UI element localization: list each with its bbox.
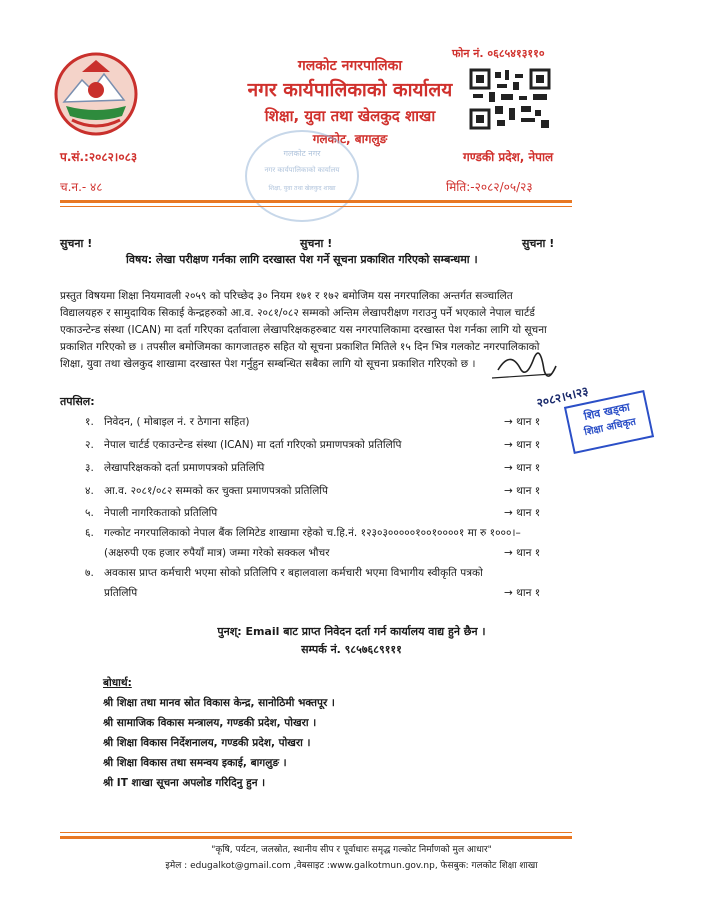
letter-date: मिति:-२०८२/०५/२३ [446,180,533,194]
municipality-name: गलकोट नगरपालिका [297,58,403,74]
list-title: तपसिल: [60,395,95,408]
dispatch-number: च.न.- ४८ [60,180,103,194]
list-item-number: ५. [85,507,94,519]
list-item-text: नेपाल चार्टर्ड एकाउन्टेन्ड संस्था (ICAN) मा दर्ता गरिएको प्रमाणपत्रको प्रतिलिपि [104,439,402,451]
list-item-number: ६. [85,527,94,539]
officer-title: शिक्षा अधिकृत [583,416,637,439]
header-rule [60,200,572,203]
notice-label-center: सुचना ! [300,237,333,250]
stamp-line: नगर कार्यपालिकाको कार्यालय [264,166,340,174]
cc-item: श्री शिक्षा विकास निर्देशनालय, गण्डकी प्रदेश, पोखरा । [103,737,311,749]
body-line: प्रकाशित गरिएको छ । तपसील बमोजिमका कागजातहरु सहित यो सूचना प्रकाशित मितिले १५ दिन भित्र गलकोट नगरपालिकाको [60,341,540,353]
list-item-qty: → थान १ [504,587,541,599]
signature-date: २०८२।५।२३ [535,383,590,411]
list-item-qty: → थान १ [504,439,541,451]
list-item-text-continued: प्रतिलिपि [104,587,138,599]
office-address: गलकोट, बागलुङ [312,132,388,146]
list-item-qty: → थान १ [504,416,541,428]
cc-item: श्री IT शाखा सूचना अपलोड गरिदिनु हुन । [103,777,266,789]
body-line: प्रस्तुत विषयमा शिक्षा नियमावली २०५९ को परिच्छेद ३० नियम १७१ र १७२ बमोजिम यस नगरपालिका अन्तर्गत सञ्चालित [60,290,513,302]
cc-item: श्री शिक्षा विकास तथा समन्वय इकाई, बागलुङ । [103,757,287,769]
header-rule [60,206,572,207]
footer-contact: इमेल : edugalkot@gmail.com ,वेबसाइट :www.galkotmun.gov.np, फेसबुक: गलकोट शिक्षा शाखा [165,861,538,871]
list-item-text-continued: (अक्षरुपी एक हजार रुपैयाँ मात्र) जम्मा गरेको सक्कल भौचर [104,547,330,559]
cc-item: श्री शिक्षा तथा मानव स्रोत विकास केन्द्र, सानोठिमी भक्तपूर । [103,697,335,709]
signature-mark [490,340,560,390]
list-item-text: लेखापरिक्षकको दर्ता प्रमाणपत्रको प्रतिलिपि [104,462,265,474]
body-line: शिक्षा, युवा तथा खेलकुद शाखामा दरखास्त पेश गर्नुहुन सम्बन्धित सबैका लागि यो सूचना प्रकाशित गरिएको छ । [60,358,476,370]
list-item-qty: → थान १ [504,462,541,474]
contact-number: सम्पर्क नं. ९८५७६८९१११ [301,643,402,656]
stamp-line: गलकोट नगर [283,149,321,158]
notice-label-left: सुचना ! [60,237,93,250]
province-label: गण्डकी प्रदेश, नेपाल [463,150,554,164]
body-line: विद्यालयहरु र सामुदायिक सिकाई केन्द्रहरुको आ.व. २०८१/०८२ सम्मको अन्तिम लेखापरीक्षण गराउनु पर्ने भएकाले नेपाल चार्टर्ड [60,307,535,319]
list-item-number: २. [85,439,94,451]
footer-motto: "कृषि, पर्यटन, जलस्रोत, स्थानीय सीप र पूर्वाधारः समृद्ध गल्कोट निर्माणको मुल आधार" [211,845,492,855]
email-note: पुनश्: Email बाट प्राप्त निवेदन दर्ता गर्न कार्यालय वाद्य हुने छैन । [217,625,486,638]
notice-label-right: सुचना ! [522,237,555,250]
list-item-text: आ.व. २०८१/०८२ सम्मको कर चुक्ता प्रमाणपत्रको प्रतिलिपि [104,485,328,497]
body-line: एकाउन्टेन्ड संस्था (ICAN) मा दर्ता गरिएका दर्तावाला लेखापरिक्षकहरुबाट यस नगरपालिकामा दरखास्त पेश गर्नका लागि यो सूचना [60,324,547,336]
cc-item: श्री सामाजिक विकास मन्त्रालय, गण्डकी प्रदेश, पोखरा । [103,717,317,729]
office-name: नगर कार्यपालिकाको कार्यालय [247,79,453,101]
list-item-text: निवेदन, ( मोबाइल नं. र ठेगाना सहित) [104,416,250,428]
stamp-line: शिक्षा, युवा तथा खेलकुद शाखा [268,185,336,192]
section-name: शिक्षा, युवा तथा खेलकुद शाखा [264,107,436,125]
office-stamp [245,130,359,222]
list-item-text: नेपाली नागरिकताको प्रतिलिपि [104,507,218,519]
list-item-number: ४. [85,485,94,497]
ref-number: प.सं.:२०८२।०८३ [60,150,138,164]
list-item-qty: → थान १ [504,485,541,497]
footer-rule [60,836,572,839]
list-item-number: ३. [85,462,94,474]
list-item-text: गल्कोट नगरपालिकाको नेपाल बैंक लिमिटेड शाखामा रहेको च.हि.नं. १२३०३०००००१००१००००१ मा रु १०००।– [104,527,521,539]
list-item-number: १. [85,416,94,428]
list-item-text: अवकास प्राप्त कर्मचारी भएमा सोको प्रतिलिपि र बहालवाला कर्मचारी भएमा विभागीय स्वीकृति पत्रको [104,567,483,579]
list-item-qty: → थान १ [504,547,541,559]
qr-code [469,68,551,130]
subject-line: विषय: लेखा परीक्षण गर्नका लागि दरखास्त पेश गर्ने सूचना प्रकाशित गरिएको सम्बन्धमा । [126,253,478,266]
officer-name: शिव खड्का [582,400,631,423]
footer-rule [60,832,572,833]
nepal-emblem-logo [52,50,140,138]
cc-title: बोधार्थ: [103,677,132,689]
list-item-qty: → थान १ [504,507,541,519]
list-item-number: ७. [85,567,94,579]
phone-number: फोन नं. ०६८५४१३११० [452,47,545,60]
